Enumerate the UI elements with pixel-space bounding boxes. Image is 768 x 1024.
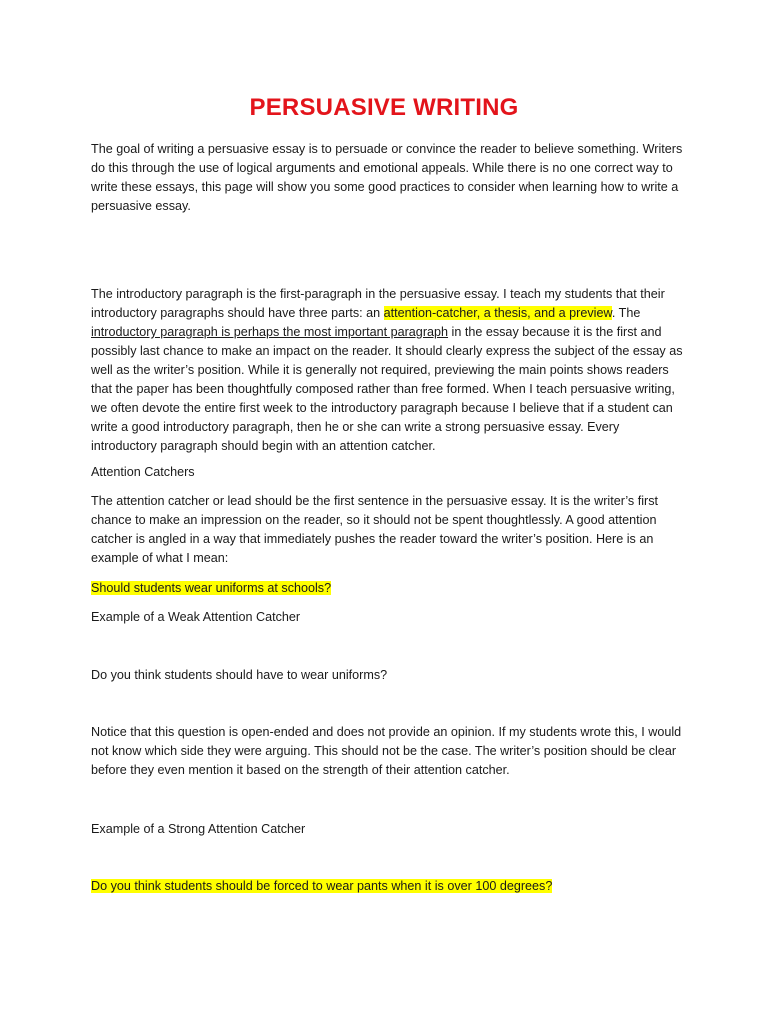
attention-catcher-paragraph: The attention catcher or lead should be the first sentence in the persuasive essay. It is the writer’s first chance to make an impression on the reader, so it should not be spent thoughtlessly. A good attention catcher is angled in a way that immediately pushes the reader toward the writer’s position. Here is an example of what I mean: bbox=[91, 494, 659, 565]
heading-attention-catchers: Attention Catchers bbox=[91, 465, 195, 479]
introductory-text-1: The introductory paragraph is the first-paragraph in the persuasive essay. I teach my students that their introductory paragraphs should have three parts: an bbox=[91, 287, 665, 320]
introductory-text-3: in the essay because it is the first and possibly last chance to make an impact on the reader. It should clearly express the subject of the essay as well as the writer’s position. While it is generally not required, previewing the main points shows readers that the paper has been thoughtfully composed rather than free formed. When I teach persuasive writing, we often devote the entire first week to the introductory paragraph because I believe that if a student can write a good introductory paragraph, then he or she can write a strong persuasive essay. Every introductory paragraph should begin with an attention catcher. bbox=[91, 325, 683, 453]
highlighted-strong-example: Do you think students should be forced to wear pants when it is over 100 degrees? bbox=[91, 879, 553, 893]
underlined-important-paragraph: introductory paragraph is perhaps the most important paragraph bbox=[91, 325, 449, 339]
uniforms-question bbox=[91, 579, 687, 598]
weak-example: Do you think students should have to wear uniforms? bbox=[91, 668, 388, 682]
page-title: PERSUASIVE WRITING bbox=[249, 94, 519, 121]
heading-strong-attention-catcher: Example of a Strong Attention Catcher bbox=[91, 822, 306, 836]
introductory-text-2: . The bbox=[611, 306, 641, 320]
strong-example bbox=[91, 877, 687, 896]
analysis-paragraph: Notice that this question is open-ended and does not provide an opinion. If my students wrote this, I would not know which side they were arguing. This should not be the case. The writer’s position should be clear before they even mention it based on the strength of their attention catcher. bbox=[91, 725, 682, 777]
introductory-paragraph bbox=[91, 285, 687, 456]
highlighted-three-parts: attention-catcher, a thesis, and a preview bbox=[383, 306, 612, 320]
heading-weak-attention-catcher: Example of a Weak Attention Catcher bbox=[91, 610, 301, 624]
highlighted-uniforms-question: Should students wear uniforms at schools? bbox=[91, 581, 332, 595]
intro-paragraph: The goal of writing a persuasive essay is to persuade or convince the reader to believe something. Writers do this through the use of logical arguments and emotional appeals. While there is no one correct way to write these essays, this page will show you some good practices to consider when learning how to write a persuasive essay. bbox=[91, 142, 683, 213]
